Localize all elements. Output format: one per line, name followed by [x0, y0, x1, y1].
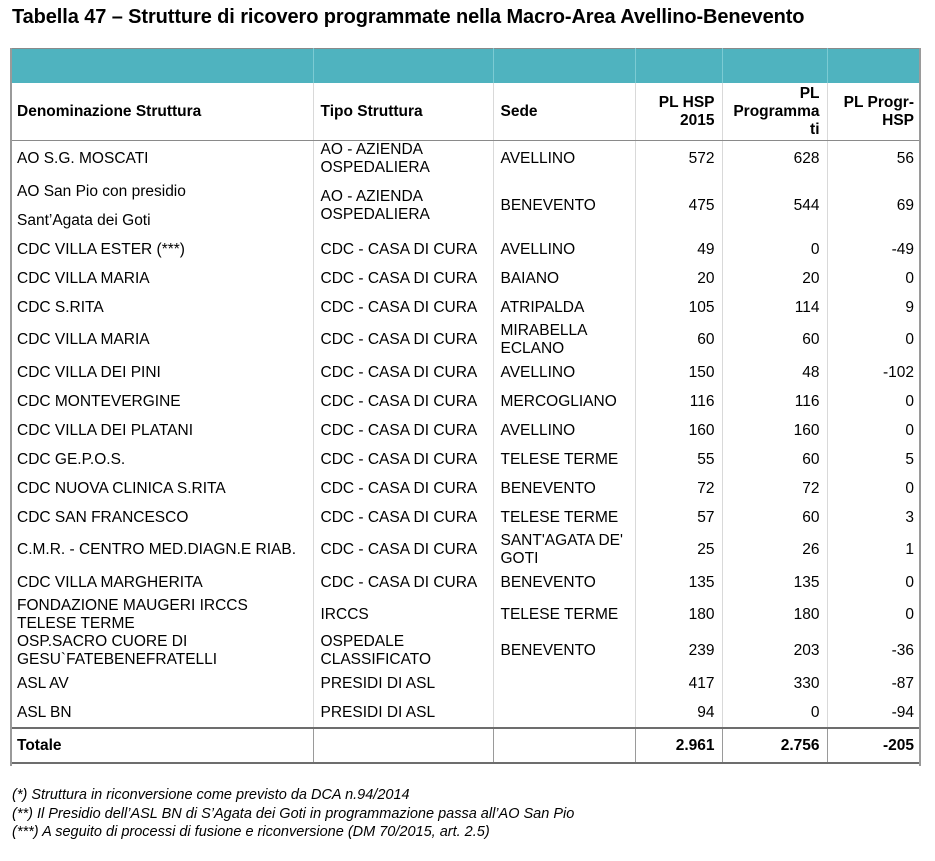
cell-difference: 5 [905, 450, 914, 468]
table-row [10, 633, 921, 669]
table-row [10, 322, 921, 358]
cell-seat: BAIANO [493, 264, 635, 293]
cell-name: ASL AV [10, 669, 313, 698]
total-difference: -205 [827, 728, 921, 763]
table-row [10, 698, 921, 728]
cell-name: FONDAZIONE MAUGERI IRCCS TELESE TERME [10, 597, 313, 633]
cell-seat: MERCOGLIANO [493, 387, 635, 416]
cell-programmed: 60 [722, 445, 827, 474]
table-row [10, 387, 921, 416]
cell-type: CDC - CASA DI CURA [313, 235, 493, 264]
cell-hsp: 57 [635, 503, 722, 532]
cell-type: CDC - CASA DI CURA [313, 532, 493, 568]
cell-difference: 0 [905, 269, 914, 287]
total-label: Totale [10, 728, 313, 763]
cell-hsp: 20 [635, 264, 722, 293]
footnote: (***) A seguito di processi di fusione e riconversione (DM 70/2015, art. 2.5) [12, 824, 490, 840]
table-row [10, 474, 921, 503]
cell-seat: BENEVENTO [493, 633, 635, 669]
cell-type: CDC - CASA DI CURA [313, 416, 493, 445]
cell-type: IRCCS [313, 597, 493, 633]
footnote: (*) Struttura in riconversione come previsto da DCA n.94/2014 [12, 787, 410, 803]
table-row [10, 293, 921, 322]
cell-difference: -36 [891, 642, 914, 659]
table-row [10, 532, 921, 568]
cell-hsp: 180 [635, 597, 722, 633]
cell-seat: BENEVENTO [493, 177, 635, 235]
cell-programmed: 330 [722, 669, 827, 698]
cell-programmed: 180 [722, 597, 827, 633]
cell-type: PRESIDI DI ASL [313, 669, 493, 698]
cell-programmed: 26 [722, 532, 827, 568]
cell-difference: -102 [882, 363, 914, 381]
total-programmed: 2.756 [722, 728, 827, 763]
column-header-hsp: PL HSP 2015 [635, 83, 722, 141]
cell-seat: BENEVENTO [493, 474, 635, 503]
cell-seat: MIRABELLA ECLANO [493, 322, 635, 358]
cell-name: ASL BN [10, 698, 313, 728]
cell-difference: 0 [905, 331, 914, 348]
table-row [10, 264, 921, 293]
cell-seat: SANT'AGATA DE' GOTI [493, 532, 635, 568]
total-row [10, 728, 921, 763]
cell-type: AO - AZIENDA OSPEDALIERA [313, 141, 493, 178]
cell-type: CDC - CASA DI CURA [313, 264, 493, 293]
cell-programmed: 60 [722, 322, 827, 358]
cell-type: CDC - CASA DI CURA [313, 387, 493, 416]
cell-programmed: 160 [722, 416, 827, 445]
cell-programmed: 72 [722, 474, 827, 503]
column-header-type: Tipo Struttura [313, 83, 493, 141]
cell-difference: 0 [905, 573, 914, 591]
cell-name: CDC VILLA MARGHERITA [10, 568, 313, 597]
column-header-name: Denominazione Struttura [10, 83, 313, 141]
cell-seat [493, 698, 635, 728]
cell-difference: 3 [905, 508, 914, 526]
cell-name: CDC VILLA DEI PINI [10, 358, 313, 387]
cell-type: CDC - CASA DI CURA [313, 445, 493, 474]
cell-hsp: 55 [635, 445, 722, 474]
cell-type: CDC - CASA DI CURA [313, 474, 493, 503]
cell-programmed: 0 [722, 698, 827, 728]
cell-name: CDC VILLA ESTER (***) [10, 235, 313, 264]
cell-hsp: 105 [635, 293, 722, 322]
cell-programmed: 116 [722, 387, 827, 416]
cell-type: CDC - CASA DI CURA [313, 358, 493, 387]
cell-name: AO S.G. MOSCATI [10, 141, 313, 178]
table-title: Tabella 47 – Strutture di ricovero programmate nella Macro-Area Avellino-Benevento [12, 6, 805, 28]
cell-name: CDC VILLA MARIA [10, 264, 313, 293]
cell-programmed: 544 [722, 177, 827, 235]
cell-type: CDC - CASA DI CURA [313, 293, 493, 322]
cell-difference: 0 [905, 606, 914, 623]
cell-name: CDC S.RITA [10, 293, 313, 322]
cell-hsp: 116 [635, 387, 722, 416]
cell-name: CDC VILLA MARIA [10, 322, 313, 358]
cell-programmed: 0 [722, 235, 827, 264]
cell-seat: BENEVENTO [493, 568, 635, 597]
cell-name: CDC VILLA DEI PLATANI [10, 416, 313, 445]
cell-programmed: 48 [722, 358, 827, 387]
cell-hsp: 49 [635, 235, 722, 264]
header-row [10, 83, 921, 141]
table-row [10, 177, 921, 235]
cell-name: AO San Pio con presidio Sant’Agata dei Goti [10, 177, 313, 235]
cell-hsp: 150 [635, 358, 722, 387]
cell-difference: 69 [896, 197, 914, 214]
cell-hsp: 60 [635, 322, 722, 358]
column-header-programmed: PL Programma ti [722, 83, 827, 141]
footnote: (**) Il Presidio dell’ASL BN di S’Agata dei Goti in programmazione passa all’AO San Pio [12, 805, 575, 822]
cell-name: CDC NUOVA CLINICA S.RITA [10, 474, 313, 503]
table-row [10, 568, 921, 597]
cell-name: C.M.R. - CENTRO MED.DIAGN.E RIAB. [10, 532, 313, 568]
table-row [10, 141, 921, 178]
cell-seat [493, 669, 635, 698]
cell-type: CDC - CASA DI CURA [313, 322, 493, 358]
cell-seat: TELESE TERME [493, 503, 635, 532]
cell-hsp: 72 [635, 474, 722, 503]
cell-type: PRESIDI DI ASL [313, 698, 493, 728]
cell-hsp: 135 [635, 568, 722, 597]
cell-hsp: 475 [635, 177, 722, 235]
table-row [10, 235, 921, 264]
cell-programmed: 135 [722, 568, 827, 597]
structures-table [10, 48, 921, 764]
cell-type: AO - AZIENDA OSPEDALIERA [313, 177, 493, 235]
cell-seat: ATRIPALDA [493, 293, 635, 322]
cell-programmed: 203 [722, 633, 827, 669]
cell-programmed: 20 [722, 264, 827, 293]
total-hsp: 2.961 [635, 728, 722, 763]
cell-difference: 9 [905, 298, 914, 316]
column-header-difference: PL Progr- HSP [827, 83, 921, 141]
cell-programmed: 60 [722, 503, 827, 532]
cell-name: OSP.SACRO CUORE DI GESU`FATEBENEFRATELLI [10, 633, 313, 669]
cell-type: CDC - CASA DI CURA [313, 568, 493, 597]
header-color-band [10, 49, 921, 84]
footnotes [12, 786, 574, 842]
cell-programmed: 628 [722, 141, 827, 178]
cell-difference: 56 [896, 150, 914, 167]
cell-difference: -94 [891, 703, 914, 721]
cell-difference: -87 [891, 674, 914, 692]
cell-seat: TELESE TERME [493, 597, 635, 633]
cell-hsp: 239 [635, 633, 722, 669]
cell-programmed: 114 [722, 293, 827, 322]
column-header-seat: Sede [493, 83, 635, 141]
cell-seat: TELESE TERME [493, 445, 635, 474]
cell-type: OSPEDALE CLASSIFICATO [313, 633, 493, 669]
cell-hsp: 572 [635, 141, 722, 178]
cell-seat: AVELLINO [493, 416, 635, 445]
table-row [10, 669, 921, 698]
cell-name: CDC SAN FRANCESCO [10, 503, 313, 532]
cell-hsp: 94 [635, 698, 722, 728]
cell-seat: AVELLINO [493, 358, 635, 387]
table-row [10, 416, 921, 445]
table-row [10, 445, 921, 474]
cell-hsp: 417 [635, 669, 722, 698]
cell-difference: 1 [905, 541, 914, 558]
table-row [10, 597, 921, 633]
cell-hsp: 25 [635, 532, 722, 568]
table-row [10, 503, 921, 532]
cell-difference: 0 [905, 392, 914, 410]
cell-difference: 0 [905, 421, 914, 439]
cell-difference: -49 [891, 240, 914, 258]
cell-name: CDC MONTEVERGINE [10, 387, 313, 416]
cell-type: CDC - CASA DI CURA [313, 503, 493, 532]
table-row [10, 358, 921, 387]
cell-seat: AVELLINO [493, 235, 635, 264]
cell-hsp: 160 [635, 416, 722, 445]
cell-seat: AVELLINO [493, 141, 635, 178]
cell-name: CDC GE.P.O.S. [10, 445, 313, 474]
cell-difference: 0 [905, 479, 914, 497]
